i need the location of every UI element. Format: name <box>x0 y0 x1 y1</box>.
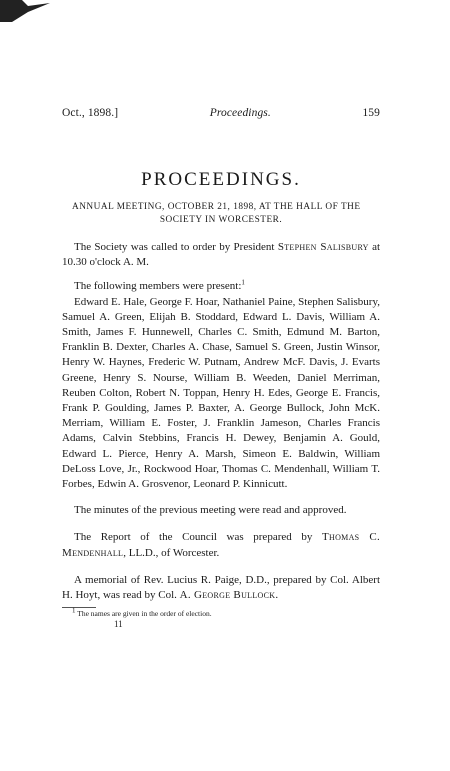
signature-mark: 11 <box>114 619 123 630</box>
council-report-text: The Report of the Council was prepared by <box>74 531 322 544</box>
corner-mark <box>0 0 60 30</box>
footnote <box>62 606 380 619</box>
running-head-center: Proceedings. <box>209 107 271 119</box>
council-report-paragraph <box>62 530 380 560</box>
memorial-text: A memorial of Rev. Lucius R. Paige, D.D., prepared by Col. Albert H. Hoyt, was read by Col. <box>62 573 380 602</box>
called-to-order-time: at 10.30 o'clock A. M. <box>62 241 381 269</box>
memorial-reader: A. George Bullock <box>179 589 276 602</box>
meeting-heading-line-1: ANNUAL MEETING, OCTOBER 21, 1898, AT THE HALL OF THE <box>72 202 361 212</box>
council-report-author: Thomas C. Mendenhall <box>62 531 380 559</box>
page-title: PROCEEDINGS. <box>141 169 301 190</box>
meeting-heading <box>62 201 380 227</box>
footnote-text: The names are given in the order of election. <box>77 609 212 619</box>
running-head <box>62 107 380 119</box>
footnote-marker: 1 <box>241 278 245 287</box>
memorial-suffix: . <box>275 589 279 602</box>
president-name: Stephen Salisbury <box>277 241 369 253</box>
members-present-intro <box>62 279 380 294</box>
called-to-order-paragraph <box>62 240 380 270</box>
memorial-paragraph <box>62 573 380 603</box>
minutes-paragraph: The minutes of the previous meeting were read and approved. <box>74 504 347 517</box>
members-present-intro-text: The following members were present: <box>74 280 242 293</box>
called-to-order-text: The Society was called to order by President <box>74 241 278 253</box>
members-present-list: Edward E. Hale, George F. Hoar, Nathaniel Paine, Stephen Salisbury, Samuel A. Green, Elijah B. Stoddard, Edward L. Davis, William A. Smith, James F. Hunnewell, Charles C. Smith, Edmund M. Barton, Franklin B. Dexter, Charles A. Chase, Samuel S. Green, Justin Winsor, Henry W. Haynes, Frederic W. Putnam, Andrew McF. Davis, J. Evarts Greene, Henry S. Nourse, William B. Weeden, Daniel Merriman, Reuben Colton, Robert N. Toppan, Henry H. Edes, George E. Francis, Frank P. Goulding, James P. Baxter, A. George Bullock, John McK. Merriam, William E. Foster, J. Franklin Jameson, Charles Francis Adams, Calvin Stebbins, Francis H. Dewey, Benjamin A. Gould, Edward L. Pierce, Henry A. Marsh, Simeon E. Baldwin, William DeLoss Love, Jr., Rockwood Hoar, Thomas C. Mendenhall, William T. Forbes, Edwin A. Grosvenor, Leonard P. Kinnicutt. <box>62 295 380 491</box>
page-content <box>62 107 380 629</box>
council-report-suffix: , LL.D., of Worcester. <box>123 546 220 559</box>
footnote-number: 1 <box>72 606 76 615</box>
page-number: 159 <box>362 107 380 119</box>
meeting-heading-line-2: SOCIETY IN WORCESTER. <box>159 215 283 225</box>
running-head-left: Oct., 1898.] <box>62 107 119 119</box>
